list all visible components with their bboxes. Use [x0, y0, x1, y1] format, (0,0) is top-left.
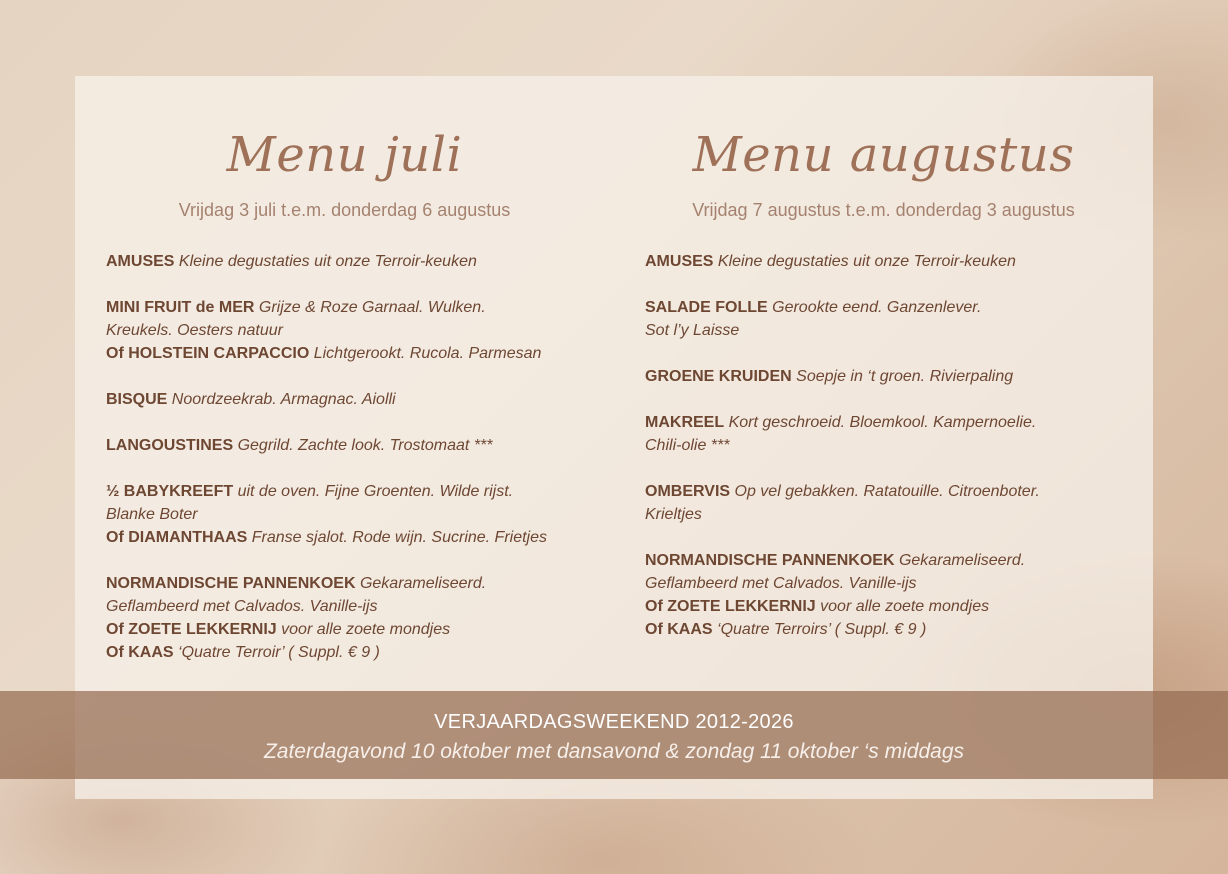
course-line [645, 595, 1140, 618]
course-line [106, 319, 601, 342]
dish-name: NORMANDISCHE PANNENKOEK [106, 575, 356, 592]
dish-description: uit de oven. Fijne Groenten. Wilde rijst. [237, 483, 514, 500]
course-line [645, 296, 1140, 319]
course-item [645, 480, 1140, 526]
dish-description: Franse sjalot. Rode wijn. Sucrine. Frietjes [251, 529, 548, 546]
dish-name: OMBERVIS [645, 483, 731, 500]
course-line [106, 388, 601, 411]
course-item [106, 388, 601, 411]
course-line [106, 526, 601, 549]
course-item [645, 411, 1140, 457]
dish-description: Kleine degustaties uit onze Terroir-keuken [717, 253, 1016, 270]
course-line [106, 250, 601, 273]
course-line [106, 503, 601, 526]
anniversary-banner [0, 691, 1228, 779]
course-line [106, 480, 601, 503]
course-line [645, 480, 1140, 503]
dish-description: Kleine degustaties uit onze Terroir-keuken [178, 253, 477, 270]
dish-description: Chili-olie *** [645, 437, 730, 454]
dish-name: Of ZOETE LEKKERNIJ [645, 598, 816, 615]
course-line [645, 365, 1140, 388]
dish-name: BISQUE [106, 391, 168, 408]
course-line [106, 618, 601, 641]
dish-description: Noordzeekrab. Armagnac. Aiolli [171, 391, 396, 408]
dish-description: ‘Quatre Terroirs’ ( Suppl. € 9 ) [717, 621, 927, 638]
course-item [645, 549, 1140, 641]
dish-name: SALADE FOLLE [645, 299, 768, 316]
menu-date-range: Vrijdag 7 augustus t.e.m. donderdag 3 augustus [692, 200, 1075, 220]
course-line [106, 572, 601, 595]
course-list [106, 250, 601, 687]
course-line [645, 434, 1140, 457]
dish-name: LANGOUSTINES [106, 437, 234, 454]
course-line [645, 319, 1140, 342]
course-item [645, 250, 1140, 273]
dish-description: Blanke Boter [106, 506, 198, 523]
dish-name: MAKREEL [645, 414, 725, 431]
course-line [106, 342, 601, 365]
dish-name: NORMANDISCHE PANNENKOEK [645, 552, 895, 569]
dish-description: ‘Quatre Terroir’ ( Suppl. € 9 ) [178, 644, 380, 661]
course-list [645, 250, 1140, 664]
course-item [106, 250, 601, 273]
dish-name: Of HOLSTEIN CARPACCIO [106, 345, 310, 362]
course-item [106, 296, 601, 365]
dish-description: Gegrild. Zachte look. Trostomaat *** [237, 437, 493, 454]
dish-description: voor alle zoete mondjes [820, 598, 990, 615]
dish-description: Sot l’y Laisse [645, 322, 740, 339]
dish-name: Of ZOETE LEKKERNIJ [106, 621, 277, 638]
dish-description: Grijze & Roze Garnaal. Wulken. [258, 299, 486, 316]
course-line [645, 250, 1140, 273]
dish-description: Geflambeerd met Calvados. Vanille-ijs [106, 598, 378, 615]
course-line [645, 411, 1140, 434]
course-item [645, 296, 1140, 342]
course-item [106, 434, 601, 457]
course-item [106, 572, 601, 664]
dish-description: Gekarameliseerd. [359, 575, 487, 592]
banner-title: VERJAARDAGSWEEKEND 2012-2026 [434, 711, 794, 733]
dish-description: Lichtgerookt. Rucola. Parmesan [313, 345, 542, 362]
dish-description: Op vel gebakken. Ratatouille. Citroenboter. [734, 483, 1040, 500]
dish-description: Kort geschroeid. Bloemkool. Kampernoelie. [728, 414, 1037, 431]
dish-description: Geflambeerd met Calvados. Vanille-ijs [645, 575, 917, 592]
menu-title: Menu juli [226, 127, 463, 183]
dish-name: MINI FRUIT de MER [106, 299, 255, 316]
dish-description: Gekarameliseerd. [898, 552, 1026, 569]
course-line [106, 641, 601, 664]
dish-description: voor alle zoete mondjes [281, 621, 451, 638]
course-item [645, 365, 1140, 388]
course-line [106, 595, 601, 618]
course-line [645, 503, 1140, 526]
dish-description: Soepje in ‘t groen. Rivierpaling [796, 368, 1014, 385]
dish-name: GROENE KRUIDEN [645, 368, 792, 385]
dish-description: Gerookte eend. Ganzenlever. [772, 299, 982, 316]
dish-name: Of KAAS [645, 621, 713, 638]
course-line [645, 572, 1140, 595]
dish-name: Of DIAMANTHAAS [106, 529, 248, 546]
menu-date-range: Vrijdag 3 juli t.e.m. donderdag 6 augustus [178, 200, 511, 220]
menu-title: Menu augustus [692, 127, 1075, 183]
dish-name: Of KAAS [106, 644, 174, 661]
course-line [106, 296, 601, 319]
dish-name: AMUSES [645, 253, 714, 270]
dish-name: AMUSES [106, 253, 175, 270]
dish-description: Krieltjes [645, 506, 702, 523]
banner-subtitle: Zaterdagavond 10 oktober met dansavond & zondag 11 oktober ‘s middags [263, 740, 965, 763]
course-line [645, 618, 1140, 641]
course-line [645, 549, 1140, 572]
course-item [106, 480, 601, 549]
dish-name: ½ BABYKREEFT [106, 483, 234, 500]
course-line [106, 434, 601, 457]
dish-description: Kreukels. Oesters natuur [106, 322, 283, 339]
